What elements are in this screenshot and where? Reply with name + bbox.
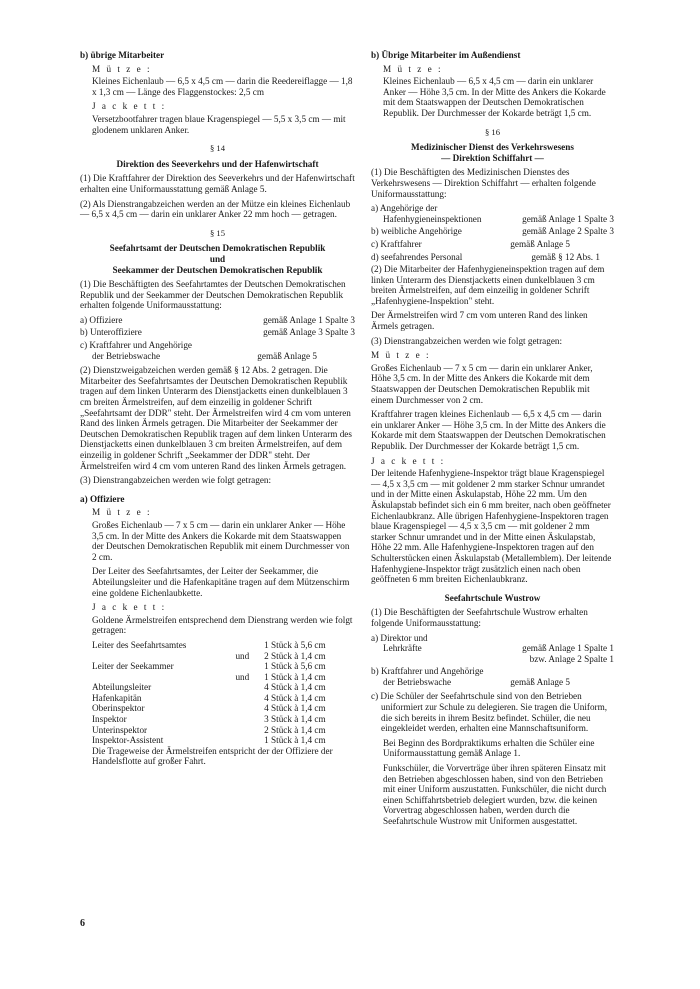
section-title: Seekammer der Deutschen Demokratischen Republik [112,264,323,275]
table-cell [235,714,264,725]
list-item: a) Direktor und Lehrkräfte gemäß Anlage 1 Spalte 1 bzw. Anlage 2 Spalte 1 [371,632,614,664]
list-item: b) weibliche Angehörige gemäß Anlage 2 Spalte 3 [371,226,614,237]
table-row [92,661,355,672]
table-row [92,651,355,662]
section-title: und [209,253,226,264]
table-cell [92,672,235,683]
table-cell: Inspektor [92,714,127,725]
paragraph: c) Die Schüler der Seefahrtschule sind von den Betrieben uniformiert zur Schule zu delegieren. Sie tragen die Uniform, die sich bereits in ihrem Besitz befindet. Schüler, die neu eingekleidet werden, erhalten eine Mannschaftsuniform. [371,691,608,734]
paragraph: (1) Die Beschäftigten der Seefahrtschule Wustrow erhalten folgende Uniformausstattung: [371,607,588,628]
table-row [92,703,355,714]
muetze-label: M ü t z e : [371,350,431,361]
paragraph: Großes Eichenlaub — 7 x 5 cm — darin ein unklarer Anker — Höhe 3,5 cm. In der Mitte des Ankers die Kokarde mit dem Staatswappen der Deutschen Demokratischen Republik mit einem Durchmesser von 2 cm. [92,519,350,562]
table-row [92,640,355,651]
section-heading: b) Übrige Mitarbeiter im Außendienst [371,50,521,60]
jackett-label: J a c k e t t : [92,101,167,112]
table-cell: Leiter des Seefahrtsamtes [92,639,187,650]
right-column [371,50,614,831]
paragraph: (1) Die Beschäftigten des Medizinischen Dienstes des Verkehrswesens — Direktion Schiffahrt — erhalten folgende Uniformausstattung: [371,167,596,199]
table-cell: 1 Stück à 5,6 cm [264,639,326,650]
paragraph: Kraftfahrer tragen kleines Eichenlaub — 6,5 x 4,5 cm — darin ein unklarer Anker — Höhe 3,5 cm. In der Mitte des Ankers die Kokarde mit dem Staatswappen der Deutschen Demokratischen Republik. Der Durchmesser der Kokarde beträgt 1,5 cm. [371,409,606,451]
paragraph: Der Leiter des Seefahrtsamtes, der Leiter der Seekammer, die Abteilungsleiter und die Hafenkapitäne tragen auf dem Mützenschirm eine goldene Eichenlaubkette. [92,566,350,598]
paragraph: Kleines Eichenlaub — 6,5 x 4,5 cm — darin ein unklarer Anker — Höhe 3,5 cm. In der Mitte des Ankers die Kokarde mit dem Staatswappen der Deutschen Demokratischen Republik. Der Durchmesser der Kokarde beträgt 1,5 cm. [383,76,606,118]
table-row [92,682,355,693]
table-cell: Inspektor-Assistent [92,735,164,746]
table-cell [235,735,264,746]
list-item: b) Kraftfahrer und Angehörige der Betriebswache gemäß Anlage 5 [371,666,570,687]
paragraph: Großes Eichenlaub — 7 x 5 cm — darin ein unklarer Anker, Höhe 3,5 cm. In der Mitte des Ankers die Kokarde mit dem Staatswappen der Deutschen Demokratischen Republik mit einem Durchmesser von 2 cm. [371,362,593,405]
list-item: b) Unteroffiziere gemäß Anlage 3 Spalte 3 [80,327,355,338]
section-title: Seefahrtsamt der Deutschen Demokratischen Republik [109,243,326,254]
section-title: Medizinischer Dienst des Verkehrswesens [411,142,574,153]
paragraph: Bei Beginn des Bordpraktikums erhalten die Schüler eine Uniformausstattung gemäß Anlage 1. [383,737,595,759]
paragraph: (2) Als Dienstrangabzeichen werden an der Mütze ein kleines Eichenlaub — 6,5 x 4,5 cm — darin ein unklarer Anker 22 mm hoch — getragen. [80,198,351,220]
paragraph: (2) Dienstzweigabzeichen werden gemäß § 12 Abs. 2 getragen. Die Mitarbeiter des Seefahrtsamtes der Deutschen Demokratischen Republik tragen auf dem linken Unterarm des Dienstjacketts einen dunkelblauen 3 cm breiten Ärmelstreifen, auf dem einzeilig in goldener Schrift „Seefahrtsamt der DDR" steht. Der Ärmelstreifen wird 4 cm vom unteren Rand des linken Ärmels getragen. Die Mitarbeiter der Seekammer der Deutschen Demokratischen Republik tragen auf dem linken Unterarm des Dienstjacketts einen dunkelblauen 3 cm breiten Ärmelstreifen, auf dem einzeilig in goldener Schrift „Seekammer der DDR" steht. Der Ärmelstreifen wird 4 cm vom unteren Rand des linken Ärmels getragen. [80,365,352,471]
paragraph: (1) Die Beschäftigten des Seefahrtamtes der Deutschen Demokratischen Republik und der Seekammer der Deutschen Demokratischen Republik erhalten folgende Uniformausstattung: [80,279,346,311]
table-row [92,714,355,725]
table-cell [92,651,235,662]
list-item: a) Offiziere gemäß Anlage 1 Spalte 3 [80,314,355,325]
paragraph: (1) Die Kraftfahrer der Direktion des Seeverkehrs und der Hafenwirtschaft erhalten eine Uniformausstattung gemäß Anlage 5. [80,173,355,194]
section-title: Seefahrtschule Wustrow [444,592,541,603]
table-cell: Hafenkapitän [92,692,142,703]
table-cell [235,640,264,651]
paragraph: Versetzbootfahrer tragen blaue Kragenspiegel — 5,5 x 3,5 cm — mit glodenem unklaren Anker. [92,113,346,135]
table-cell: 4 Stück à 1,4 cm [264,703,326,714]
table-cell: 1 Stück à 1,4 cm [264,671,326,682]
paragraph: Der leitende Hafenhygiene-Inspektor trägt blaue Kragenspiegel — 4,5 x 3,5 cm — mit goldener 2 mm starker Schnur umrandet und in der Mitte einen Äskulapstab, Höhe 22 mm. Um den Äskulapstab befindet sich ein 6 mm breiter, nach oben geöffneter Eichenlaubkranz. Alle übrigen Hafenhygiene-Inspektoren tragen blaue Kragenspiegel — 4,5 x 3,5 cm — mit goldener 2 mm starker Schnur umrandet und in der Mitte einen Äskulapstab, Höhe 22 mm. Alle Hafenhygiene-Inspektoren tragen auf den Schulterstücken einen Äskulapstab (Metallemblem). Der leitende Hafenhygiene-Inspektor trägt zusätzlich einen nach oben geöffneten 6 mm breiten Eichenlaubkranz. [371,468,612,585]
table-cell: Unterinspektor [92,724,148,735]
table-row [92,725,355,736]
paragraph: (2) Die Mitarbeiter der Hafenhygieneinspektion tragen auf dem linken Unterarm des Dienstjacketts einen dunkelblauen 3 cm breiten Ärmelstreifen, auf dem einzeilig in goldener Schrift „Hafenhygiene-Inspektion" steht. [371,264,605,306]
list-item: d) seefahrendes Personal gemäß § 12 Abs. 1 [371,251,600,262]
table-cell: 4 Stück à 1,4 cm [264,692,326,703]
table-cell [235,693,264,704]
paragraph-number: § 14 [209,143,226,154]
table-cell: und [235,650,250,661]
table-cell: 1 Stück à 5,6 cm [264,661,326,672]
table-row [92,735,355,746]
paragraph: Kleines Eichenlaub — 6,5 x 4,5 cm — darin die Reedereiflagge — 1,8 x 1,3 cm — Länge des Flaggenstockes: 2,5 cm [92,76,353,97]
stripe-table [92,640,355,746]
paragraph: (3) Dienstrangabzeichen werden wie folgt getragen: [80,475,272,486]
muetze-label: M ü t z e : [92,507,152,518]
left-column [80,50,355,771]
jackett-label: J a c k e t t : [92,602,167,613]
section-title: Direktion des Seeverkehrs und der Hafenwirtschaft [116,158,319,169]
muetze-label: M ü t z e : [383,63,443,74]
table-cell [235,661,264,672]
table-cell: Leiter der Seekammer [92,661,174,672]
muetze-label: M ü t z e : [92,63,152,74]
table-cell [235,703,264,714]
list-item: a) Angehörige der Hafenhygieneinspektionen gemäß Anlage 1 Spalte 3 [371,203,614,224]
section-heading: a) Offiziere [80,493,125,504]
jackett-label: J a c k e t t : [371,455,446,466]
table-cell: Abteilungsleiter [92,682,152,693]
paragraph: Der Ärmelstreifen wird 7 cm vom unteren Rand des linken Ärmels getragen. [371,310,588,332]
table-cell: und [235,671,250,682]
table-cell: Oberinspektor [92,703,145,714]
list-item: c) Kraftfahrer und Angehörige der Betriebswache gemäß Anlage 5 [80,340,317,361]
table-cell: 3 Stück à 1,4 cm [264,714,326,725]
table-cell [235,725,264,736]
paragraph-number: § 16 [484,126,501,137]
list-item: c) Kraftfahrer gemäß Anlage 5 [371,238,570,249]
table-cell: 2 Stück à 1,4 cm [264,724,326,735]
table-cell [235,682,264,693]
page-number: 6 [80,918,85,929]
paragraph: Die Trageweise der Ärmelstreifen entspricht der der Offiziere der Handelsflotte auf großer Fahrt. [92,745,333,767]
table-row [92,693,355,704]
table-cell: 1 Stück à 1,4 cm [264,735,326,746]
paragraph: Goldene Ärmelstreifen entsprechend dem Dienstrang werden wie folgt getragen: [92,614,353,636]
table-cell: 4 Stück à 1,4 cm [264,682,326,693]
section-title: — Direktion Schiffahrt — [441,152,544,163]
paragraph-number: § 15 [209,227,226,238]
paragraph: Funkschüler, die Vorverträge über ihren späteren Einsatz mit den Betrieben abgeschlossen haben, sind von den Betrieben mit einer Uniform auszustatten. Funkschüler, die nicht durch einen Schiffahrtsbetrieb delegiert wurden, bzw. die keinen Vorvertrag abgeschlossen haben, werden durch die Seefahrtschule Wustrow mit Uniformen ausgestattet. [383,763,607,826]
table-cell: 2 Stück à 1,4 cm [264,650,326,661]
section-heading: b) übrige Mitarbeiter [80,50,165,60]
table-row [92,672,355,683]
paragraph: (3) Dienstrangabzeichen werden wie folgt getragen: [371,335,563,346]
